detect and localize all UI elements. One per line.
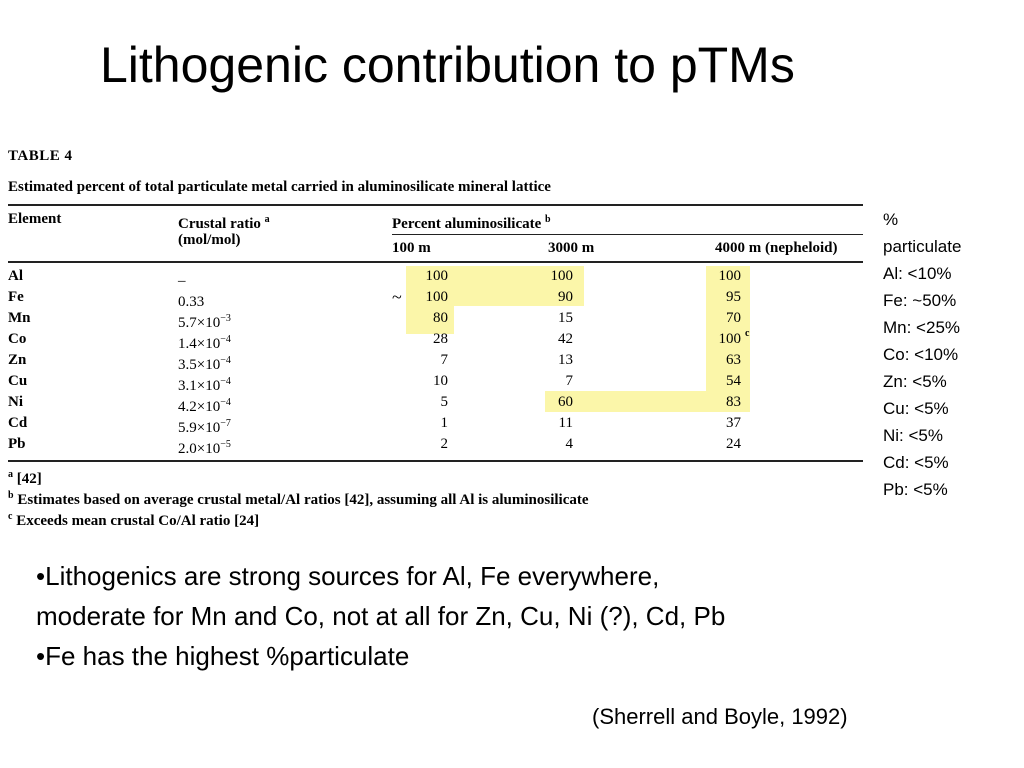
bullet-line: •Fe has the highest %particulate	[36, 641, 410, 671]
cell-3000m: 7	[565, 373, 573, 389]
summary-heading-line2: particulate	[883, 237, 962, 256]
ratio-exponent: −5	[220, 439, 231, 450]
ratio-value: –	[178, 273, 186, 289]
table-row	[8, 434, 863, 455]
ratio-exponent: −4	[220, 355, 231, 366]
bullet-line: •Lithogenics are strong sources for Al, Fe everywhere,	[36, 561, 660, 591]
ratio-value: 2.0×10	[178, 441, 221, 457]
ratio-value: 5.9×10	[178, 420, 221, 436]
ratio-value: 3.1×10	[178, 378, 221, 394]
summary-item: Ni: <5%	[883, 426, 943, 445]
cell-element: Mn	[8, 310, 31, 326]
cell-crustal-ratio	[178, 434, 231, 460]
footnote-mark: c	[8, 511, 13, 522]
header-crustal-ratio-text: Crustal ratio	[178, 216, 261, 232]
cell-4000m: 24	[726, 436, 741, 452]
cell-100m: 1	[440, 415, 448, 431]
table-top-rule	[8, 204, 863, 206]
ratio-value: 5.7×10	[178, 315, 221, 331]
cell-4000m: 70	[726, 310, 741, 326]
cell-element: Ni	[8, 394, 23, 410]
ratio-value: 4.2×10	[178, 399, 221, 415]
table-row	[8, 350, 863, 371]
header-3000m: 3000 m	[548, 240, 595, 256]
cell-element: Cd	[8, 415, 28, 431]
cell-element: Pb	[8, 436, 26, 452]
cell-100m: 5	[440, 394, 448, 410]
table-row	[8, 308, 863, 329]
cell-element: Co	[8, 331, 27, 347]
summary-item: Al: <10%	[883, 264, 952, 283]
ratio-exponent: −4	[220, 334, 231, 345]
cell-element: Fe	[8, 289, 24, 305]
cell-element: Zn	[8, 352, 27, 368]
cell-100m: 2	[440, 436, 448, 452]
table-row	[8, 371, 863, 392]
ratio-exponent: −4	[220, 397, 231, 408]
cell-element: Al	[8, 268, 23, 284]
header-percent-mark: b	[545, 214, 551, 225]
footnote-mark-c: c	[745, 328, 750, 339]
cell-element: Cu	[8, 373, 28, 389]
cell-3000m: 13	[558, 352, 573, 368]
cell-4000m: 100	[718, 268, 741, 284]
cell-4000m: 95	[726, 289, 741, 305]
cell-100m: 7	[440, 352, 448, 368]
footnote-text: Exceeds mean crustal Co/Al ratio [24]	[16, 513, 260, 529]
data-table-figure	[8, 146, 863, 532]
cell-4000m: 100	[718, 331, 741, 347]
ratio-exponent: −3	[220, 313, 231, 324]
footnote-mark: b	[8, 490, 14, 501]
cell-4000m: 63	[726, 352, 741, 368]
table-bottom-rule	[8, 460, 863, 462]
cell-100m: 10	[433, 373, 448, 389]
cell-100m: 100	[425, 268, 448, 284]
header-crustal-ratio-mark: a	[264, 214, 270, 225]
header-crustal-ratio-units: (mol/mol)	[178, 232, 241, 248]
table-row	[8, 266, 863, 287]
header-bottom-rule	[8, 261, 863, 263]
particulate-summary	[883, 206, 1018, 503]
ratio-exponent: −4	[220, 376, 231, 387]
cell-4000m: 37	[726, 415, 741, 431]
cell-3000m: 4	[565, 436, 573, 452]
header-percent-text: Percent aluminosilicate	[392, 216, 542, 232]
bullet-line: moderate for Mn and Co, not at all for Zn, Cu, Ni (?), Cd, Pb	[36, 601, 726, 631]
ratio-exponent: −7	[220, 418, 231, 429]
footnote-c	[8, 506, 259, 532]
summary-item: Fe: ~50%	[883, 291, 957, 310]
cell-100m: 80	[433, 310, 448, 326]
table-label: TABLE 4	[8, 148, 73, 164]
ratio-value: 3.5×10	[178, 357, 221, 373]
cell-3000m: 60	[558, 394, 573, 410]
citation: (Sherrell and Boyle, 1992)	[592, 704, 848, 729]
ratio-value: 1.4×10	[178, 336, 221, 352]
header-element: Element	[8, 211, 62, 227]
cell-3000m: 11	[558, 415, 573, 431]
cell-3000m: 90	[558, 289, 573, 305]
summary-item: Zn: <5%	[883, 372, 947, 391]
summary-item: Mn: <25%	[883, 318, 961, 337]
table-caption: Estimated percent of total particulate metal carried in aluminosilicate mineral lattice	[8, 179, 551, 195]
cell-100m: 28	[433, 331, 448, 347]
slide-title: Lithogenic contribution to pTMs	[100, 37, 795, 93]
header-100m: 100 m	[392, 240, 431, 256]
cell-4000m: 83	[726, 394, 741, 410]
table-row	[8, 287, 863, 308]
footnote-mark: a	[8, 469, 13, 480]
summary-heading-line1: %	[883, 210, 899, 229]
footnote-text: Estimates based on average crustal metal/Al ratios [42], assuming all Al is aluminosilicate	[17, 492, 589, 508]
footnote-text: [42]	[16, 471, 42, 487]
header-group-rule	[392, 234, 863, 235]
table-row	[8, 413, 863, 434]
table-row	[8, 329, 863, 350]
summary-item: Pb: <5%	[883, 480, 948, 499]
ratio-value: 0.33	[178, 294, 205, 310]
summary-item: Co: <10%	[883, 345, 959, 364]
header-percent-aluminosilicate	[392, 209, 551, 235]
cell-100m: 100	[425, 289, 448, 305]
cell-3000m: 15	[558, 310, 573, 326]
summary-item: Cd: <5%	[883, 453, 949, 472]
cell-3000m: 42	[558, 331, 573, 347]
summary-item: Cu: <5%	[883, 399, 949, 418]
header-4000m: 4000 m (nepheloid)	[715, 240, 838, 256]
bullet-list	[36, 556, 996, 676]
cell-3000m: 100	[550, 268, 573, 284]
cell-4000m: 54	[726, 373, 741, 389]
approx-symbol: ~	[392, 287, 402, 307]
table-row	[8, 392, 863, 413]
